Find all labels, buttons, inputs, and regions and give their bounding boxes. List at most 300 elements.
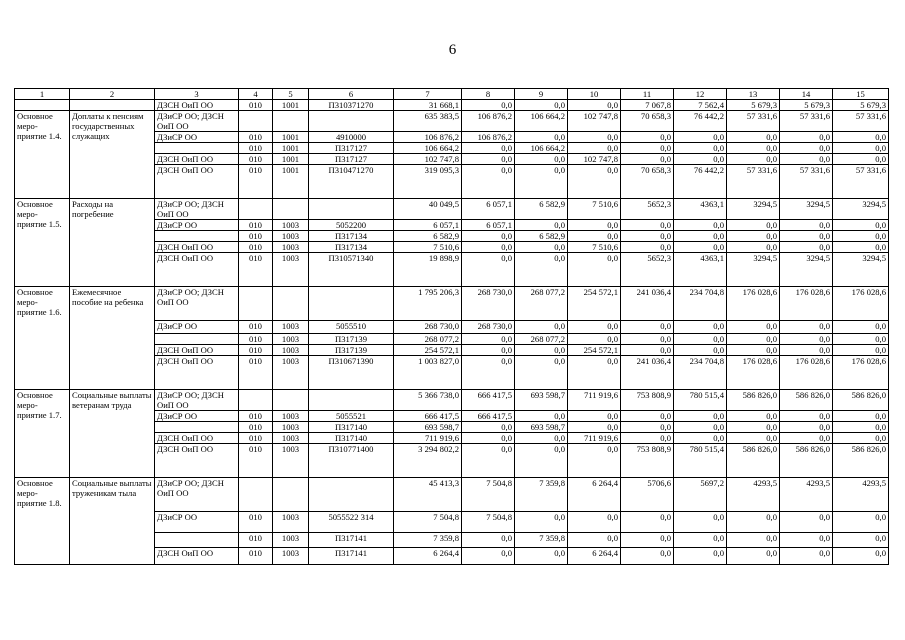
cell-value: 0,0 [568, 533, 621, 548]
table-row [15, 199, 889, 220]
cell-value: 106 876,2 [462, 132, 515, 143]
cell-value: 176 028,6 [833, 287, 889, 321]
cell-value: 0,0 [780, 411, 833, 422]
cell-value: 3294,5 [780, 253, 833, 287]
cell-csr: П317134 [309, 242, 394, 253]
cell-section: 1003 [273, 548, 309, 565]
cell-value: 4363,1 [674, 199, 727, 220]
cell-value: 7 504,8 [462, 478, 515, 512]
cell-section: 1001 [273, 100, 309, 111]
cell-section: 1001 [273, 154, 309, 165]
cell-grbs: 010 [239, 548, 273, 565]
cell-value: 711 919,6 [394, 433, 462, 444]
cell-value: 0,0 [515, 321, 568, 334]
cell-value: 6 264,4 [394, 548, 462, 565]
cell-value: 0,0 [462, 231, 515, 242]
cell-value: 4293,5 [780, 478, 833, 512]
cell-value: 0,0 [833, 345, 889, 356]
cell-csr [309, 287, 394, 321]
cell-value: 0,0 [621, 433, 674, 444]
cell-executor [155, 231, 239, 242]
cell-value: 4363,1 [674, 253, 727, 287]
cell-grbs [239, 287, 273, 321]
cell-executor: ДЗиСР ОО; ДЗСН ОиП ОО [155, 390, 239, 411]
table-row [15, 390, 889, 411]
cell-value: 6 057,1 [394, 220, 462, 231]
cell-measure: Основное меро-приятие 1.6. [15, 287, 70, 390]
cell-section: 1003 [273, 433, 309, 444]
cell-section: 1003 [273, 411, 309, 422]
cell-value: 0,0 [833, 143, 889, 154]
cell-value: 0,0 [674, 422, 727, 433]
cell-value: 0,0 [780, 231, 833, 242]
header-row [15, 89, 889, 100]
cell-value: 0,0 [621, 154, 674, 165]
cell-value: 0,0 [515, 253, 568, 287]
cell-section: 1003 [273, 533, 309, 548]
table-row [15, 478, 889, 512]
budget-table [14, 88, 889, 565]
cell-value: 0,0 [780, 422, 833, 433]
cell-value: 5 679,3 [727, 100, 780, 111]
cell-section [273, 199, 309, 220]
cell-grbs: 010 [239, 444, 273, 478]
cell-value: 7 504,8 [462, 512, 515, 533]
cell-value: 586 826,0 [727, 390, 780, 411]
cell-value: 176 028,6 [833, 356, 889, 390]
cell-value: 0,0 [462, 548, 515, 565]
cell-value: 0,0 [674, 433, 727, 444]
cell-value: 0,0 [780, 242, 833, 253]
cell-value: 0,0 [621, 533, 674, 548]
cell-measure: Основное меро-приятие 1.4. [15, 111, 70, 199]
cell-value: 0,0 [833, 411, 889, 422]
cell-value: 234 704,8 [674, 287, 727, 321]
cell-measure: Основное меро-приятие 1.7. [15, 390, 70, 478]
cell-csr: П310471270 [309, 165, 394, 199]
cell-value: 268 077,2 [515, 334, 568, 345]
column-header: 14 [780, 89, 833, 100]
cell-csr: П317127 [309, 154, 394, 165]
cell-value: 0,0 [621, 143, 674, 154]
cell-value: 0,0 [833, 334, 889, 345]
cell-value: 780 515,4 [674, 444, 727, 478]
cell-value: 3294,5 [727, 199, 780, 220]
cell-value: 4293,5 [727, 478, 780, 512]
cell-executor: ДЗиСР ОО [155, 512, 239, 533]
cell-value: 3294,5 [727, 253, 780, 287]
cell-executor: ДЗСН ОиП ОО [155, 356, 239, 390]
cell-csr: 5052200 [309, 220, 394, 231]
cell-csr: П317127 [309, 143, 394, 154]
cell-value: 0,0 [674, 242, 727, 253]
cell-value: 6 057,1 [462, 199, 515, 220]
cell-value: 0,0 [462, 334, 515, 345]
column-header: 11 [621, 89, 674, 100]
cell-executor: ДЗСН ОиП ОО [155, 548, 239, 565]
cell-value: 0,0 [674, 548, 727, 565]
cell-value: 0,0 [780, 533, 833, 548]
cell-value: 5 366 738,0 [394, 390, 462, 411]
cell-value: 106 876,2 [462, 111, 515, 132]
cell-executor: ДЗиСР ОО; ДЗСН ОиП ОО [155, 199, 239, 220]
column-header: 7 [394, 89, 462, 100]
table-row [15, 287, 889, 321]
cell-section: 1001 [273, 132, 309, 143]
cell-value: 586 826,0 [780, 390, 833, 411]
cell-executor: ДЗиСР ОО [155, 220, 239, 231]
cell-executor: ДЗиСР ОО; ДЗСН ОиП ОО [155, 287, 239, 321]
cell-section: 1003 [273, 422, 309, 433]
cell-section: 1001 [273, 165, 309, 199]
column-header: 2 [70, 89, 155, 100]
cell-value: 31 668,1 [394, 100, 462, 111]
cell-value: 0,0 [727, 533, 780, 548]
cell-value: 0,0 [780, 548, 833, 565]
cell-grbs: 010 [239, 356, 273, 390]
cell-value: 6 582,9 [394, 231, 462, 242]
cell-value: 666 417,5 [394, 411, 462, 422]
cell-value: 70 658,3 [621, 111, 674, 132]
cell-csr: П310671390 [309, 356, 394, 390]
cell-value: 0,0 [462, 242, 515, 253]
cell-value: 0,0 [780, 433, 833, 444]
cell-grbs: 010 [239, 165, 273, 199]
page-number: 6 [448, 42, 457, 58]
cell-value: 0,0 [568, 231, 621, 242]
cell-section: 1003 [273, 220, 309, 231]
column-header: 8 [462, 89, 515, 100]
cell-value: 0,0 [727, 411, 780, 422]
cell-value: 0,0 [727, 242, 780, 253]
cell-value: 0,0 [833, 512, 889, 533]
cell-value: 0,0 [568, 422, 621, 433]
cell-value: 3294,5 [833, 253, 889, 287]
cell-value: 0,0 [621, 231, 674, 242]
cell-value: 176 028,6 [780, 356, 833, 390]
cell-executor: ДЗиСР ОО [155, 132, 239, 143]
cell-value: 0,0 [727, 345, 780, 356]
cell-value: 693 598,7 [394, 422, 462, 433]
cell-value: 102 747,8 [394, 154, 462, 165]
cell-value: 241 036,4 [621, 287, 674, 321]
cell-value: 635 383,5 [394, 111, 462, 132]
cell-csr: П310571340 [309, 253, 394, 287]
cell-grbs: 010 [239, 512, 273, 533]
cell-section: 1003 [273, 231, 309, 242]
cell-value: 0,0 [515, 512, 568, 533]
cell-value: 586 826,0 [833, 390, 889, 411]
cell-value: 19 898,9 [394, 253, 462, 287]
cell-value: 0,0 [462, 444, 515, 478]
cell-grbs: 010 [239, 220, 273, 231]
cell-grbs [239, 199, 273, 220]
column-header: 10 [568, 89, 621, 100]
cell-value: 0,0 [515, 444, 568, 478]
cell-section: 1001 [273, 143, 309, 154]
cell-executor: ДЗСН ОиП ОО [155, 154, 239, 165]
cell-value: 0,0 [515, 433, 568, 444]
cell-value: 0,0 [515, 356, 568, 390]
cell-value: 176 028,6 [727, 356, 780, 390]
cell-value: 3294,5 [833, 199, 889, 220]
cell-value: 268 077,2 [515, 287, 568, 321]
column-header: 9 [515, 89, 568, 100]
cell-value: 254 572,1 [568, 345, 621, 356]
cell-value: 176 028,6 [727, 287, 780, 321]
cell-value: 0,0 [568, 512, 621, 533]
cell-value: 7 359,8 [515, 533, 568, 548]
cell-value: 0,0 [833, 321, 889, 334]
cell-executor: ДЗиСР ОО [155, 321, 239, 334]
cell-value: 0,0 [462, 422, 515, 433]
cell-value: 0,0 [621, 334, 674, 345]
cell-value: 0,0 [780, 512, 833, 533]
cell-value: 45 413,3 [394, 478, 462, 512]
cell-value: 0,0 [515, 100, 568, 111]
cell-value: 76 442,2 [674, 165, 727, 199]
cell-title: Ежемесячное пособие на ребенка [70, 287, 155, 390]
cell-value: 693 598,7 [515, 390, 568, 411]
cell-value: 268 077,2 [394, 334, 462, 345]
cell-value: 0,0 [621, 345, 674, 356]
cell-value: 0,0 [780, 220, 833, 231]
cell-grbs: 010 [239, 334, 273, 345]
cell-value: 753 808,9 [621, 444, 674, 478]
cell-value: 5 679,3 [833, 100, 889, 111]
cell-value: 0,0 [621, 242, 674, 253]
cell-value: 102 747,8 [568, 154, 621, 165]
cell-value: 0,0 [674, 154, 727, 165]
cell-value: 6 264,4 [568, 478, 621, 512]
cell-csr: 5055521 [309, 411, 394, 422]
cell-csr [309, 478, 394, 512]
cell-value: 106 876,2 [394, 132, 462, 143]
cell-value: 0,0 [515, 411, 568, 422]
cell-section: 1003 [273, 321, 309, 334]
cell-value: 0,0 [462, 433, 515, 444]
cell-value: 319 095,3 [394, 165, 462, 199]
cell-measure: Основное меро-приятие 1.8. [15, 478, 70, 565]
cell-executor [155, 422, 239, 433]
cell-value: 241 036,4 [621, 356, 674, 390]
cell-measure [15, 100, 70, 111]
cell-value: 5706,6 [621, 478, 674, 512]
column-header: 1 [15, 89, 70, 100]
cell-executor [155, 143, 239, 154]
cell-value: 0,0 [674, 231, 727, 242]
cell-grbs: 010 [239, 433, 273, 444]
cell-value: 4293,5 [833, 478, 889, 512]
cell-value: 0,0 [833, 433, 889, 444]
cell-grbs: 010 [239, 345, 273, 356]
cell-value: 0,0 [780, 143, 833, 154]
cell-executor: ДЗСН ОиП ОО [155, 100, 239, 111]
cell-value: 0,0 [833, 242, 889, 253]
cell-value: 3 294 802,2 [394, 444, 462, 478]
cell-executor: ДЗСН ОиП ОО [155, 444, 239, 478]
cell-executor: ДЗСН ОиП ОО [155, 433, 239, 444]
cell-csr: П317139 [309, 334, 394, 345]
cell-value: 0,0 [462, 533, 515, 548]
cell-executor: ДЗиСР ОО; ДЗСН ОиП ОО [155, 478, 239, 512]
cell-grbs: 010 [239, 321, 273, 334]
cell-value: 7 562,4 [674, 100, 727, 111]
cell-value: 7 510,6 [568, 199, 621, 220]
cell-value: 0,0 [462, 253, 515, 287]
cell-value: 0,0 [833, 548, 889, 565]
cell-value: 6 582,9 [515, 199, 568, 220]
cell-value: 6 057,1 [462, 220, 515, 231]
cell-csr: П317139 [309, 345, 394, 356]
cell-value: 0,0 [568, 220, 621, 231]
cell-value: 0,0 [833, 533, 889, 548]
cell-value: 0,0 [674, 321, 727, 334]
cell-value: 0,0 [515, 548, 568, 565]
cell-value: 0,0 [833, 154, 889, 165]
cell-value: 5697,2 [674, 478, 727, 512]
cell-csr: П317141 [309, 548, 394, 565]
cell-value: 0,0 [727, 231, 780, 242]
cell-section: 1003 [273, 356, 309, 390]
cell-value: 0,0 [462, 143, 515, 154]
cell-value: 0,0 [674, 345, 727, 356]
cell-value: 57 331,6 [727, 111, 780, 132]
cell-value: 0,0 [568, 444, 621, 478]
cell-executor: ДЗиСР ОО; ДЗСН ОиП ОО [155, 111, 239, 132]
cell-value: 0,0 [727, 321, 780, 334]
cell-value: 586 826,0 [780, 444, 833, 478]
cell-value: 0,0 [727, 512, 780, 533]
cell-value: 57 331,6 [727, 165, 780, 199]
cell-title [70, 100, 155, 111]
cell-value: 40 049,5 [394, 199, 462, 220]
cell-section [273, 478, 309, 512]
cell-value: 0,0 [727, 154, 780, 165]
cell-section: 1003 [273, 345, 309, 356]
cell-value: 0,0 [568, 165, 621, 199]
cell-value: 76 442,2 [674, 111, 727, 132]
column-header: 6 [309, 89, 394, 100]
cell-section: 1003 [273, 512, 309, 533]
cell-grbs: 010 [239, 533, 273, 548]
cell-value: 0,0 [568, 143, 621, 154]
cell-value: 7 510,6 [394, 242, 462, 253]
cell-value: 0,0 [568, 411, 621, 422]
cell-measure: Основное меро-приятие 1.5. [15, 199, 70, 287]
cell-section: 1003 [273, 253, 309, 287]
cell-value: 57 331,6 [780, 111, 833, 132]
cell-value: 268 730,0 [462, 321, 515, 334]
cell-csr: П310371270 [309, 100, 394, 111]
cell-value: 586 826,0 [727, 444, 780, 478]
cell-value: 254 572,1 [568, 287, 621, 321]
cell-grbs: 010 [239, 231, 273, 242]
cell-value: 0,0 [780, 132, 833, 143]
table-row [15, 111, 889, 132]
cell-value: 254 572,1 [394, 345, 462, 356]
cell-value: 0,0 [727, 220, 780, 231]
cell-csr: П310771400 [309, 444, 394, 478]
cell-section: 1003 [273, 242, 309, 253]
cell-value: 0,0 [674, 132, 727, 143]
cell-value: 0,0 [462, 154, 515, 165]
cell-value: 711 919,6 [568, 433, 621, 444]
cell-value: 6 582,9 [515, 231, 568, 242]
cell-section: 1003 [273, 444, 309, 478]
cell-value: 0,0 [568, 334, 621, 345]
cell-value: 0,0 [727, 143, 780, 154]
cell-value: 1 795 206,3 [394, 287, 462, 321]
cell-value: 586 826,0 [833, 444, 889, 478]
cell-executor: ДЗСН ОиП ОО [155, 253, 239, 287]
cell-value: 0,0 [568, 100, 621, 111]
cell-section [273, 390, 309, 411]
cell-value: 5652,3 [621, 253, 674, 287]
cell-value: 5 679,3 [780, 100, 833, 111]
column-header: 13 [727, 89, 780, 100]
cell-grbs: 010 [239, 143, 273, 154]
cell-value: 102 747,8 [568, 111, 621, 132]
cell-value: 268 730,0 [462, 287, 515, 321]
cell-grbs: 010 [239, 100, 273, 111]
cell-grbs [239, 478, 273, 512]
cell-section [273, 111, 309, 132]
cell-value: 693 598,7 [515, 422, 568, 433]
cell-csr: 4910000 [309, 132, 394, 143]
cell-csr [309, 111, 394, 132]
cell-value: 0,0 [462, 345, 515, 356]
cell-value: 0,0 [515, 242, 568, 253]
cell-value: 176 028,6 [780, 287, 833, 321]
cell-value: 0,0 [568, 321, 621, 334]
cell-value: 753 808,9 [621, 390, 674, 411]
cell-title: Социальные выплаты ветеранам труда [70, 390, 155, 478]
cell-csr: 5055510 [309, 321, 394, 334]
column-header: 5 [273, 89, 309, 100]
cell-value: 666 417,5 [462, 411, 515, 422]
cell-title: Доплаты к пенсиям государственных служащих [70, 111, 155, 199]
cell-value: 268 730,0 [394, 321, 462, 334]
column-header: 12 [674, 89, 727, 100]
column-header: 15 [833, 89, 889, 100]
cell-executor: ДЗиСР ОО [155, 411, 239, 422]
cell-value: 57 331,6 [833, 165, 889, 199]
cell-value: 7 359,8 [515, 478, 568, 512]
cell-value: 234 704,8 [674, 356, 727, 390]
cell-title: Расходы на погребение [70, 199, 155, 287]
cell-value: 106 664,2 [515, 143, 568, 154]
cell-csr [309, 390, 394, 411]
cell-value: 0,0 [833, 132, 889, 143]
column-header: 4 [239, 89, 273, 100]
cell-value: 711 919,6 [568, 390, 621, 411]
cell-value: 0,0 [833, 220, 889, 231]
cell-value: 0,0 [780, 345, 833, 356]
cell-value: 0,0 [621, 321, 674, 334]
cell-value: 0,0 [674, 334, 727, 345]
cell-value: 0,0 [568, 356, 621, 390]
cell-value: 0,0 [621, 422, 674, 433]
cell-executor: ДЗСН ОиП ОО [155, 165, 239, 199]
cell-value: 0,0 [674, 533, 727, 548]
cell-grbs: 010 [239, 411, 273, 422]
cell-executor [155, 533, 239, 548]
cell-value: 0,0 [621, 132, 674, 143]
cell-value: 0,0 [674, 411, 727, 422]
cell-value: 0,0 [621, 411, 674, 422]
cell-value: 0,0 [727, 548, 780, 565]
